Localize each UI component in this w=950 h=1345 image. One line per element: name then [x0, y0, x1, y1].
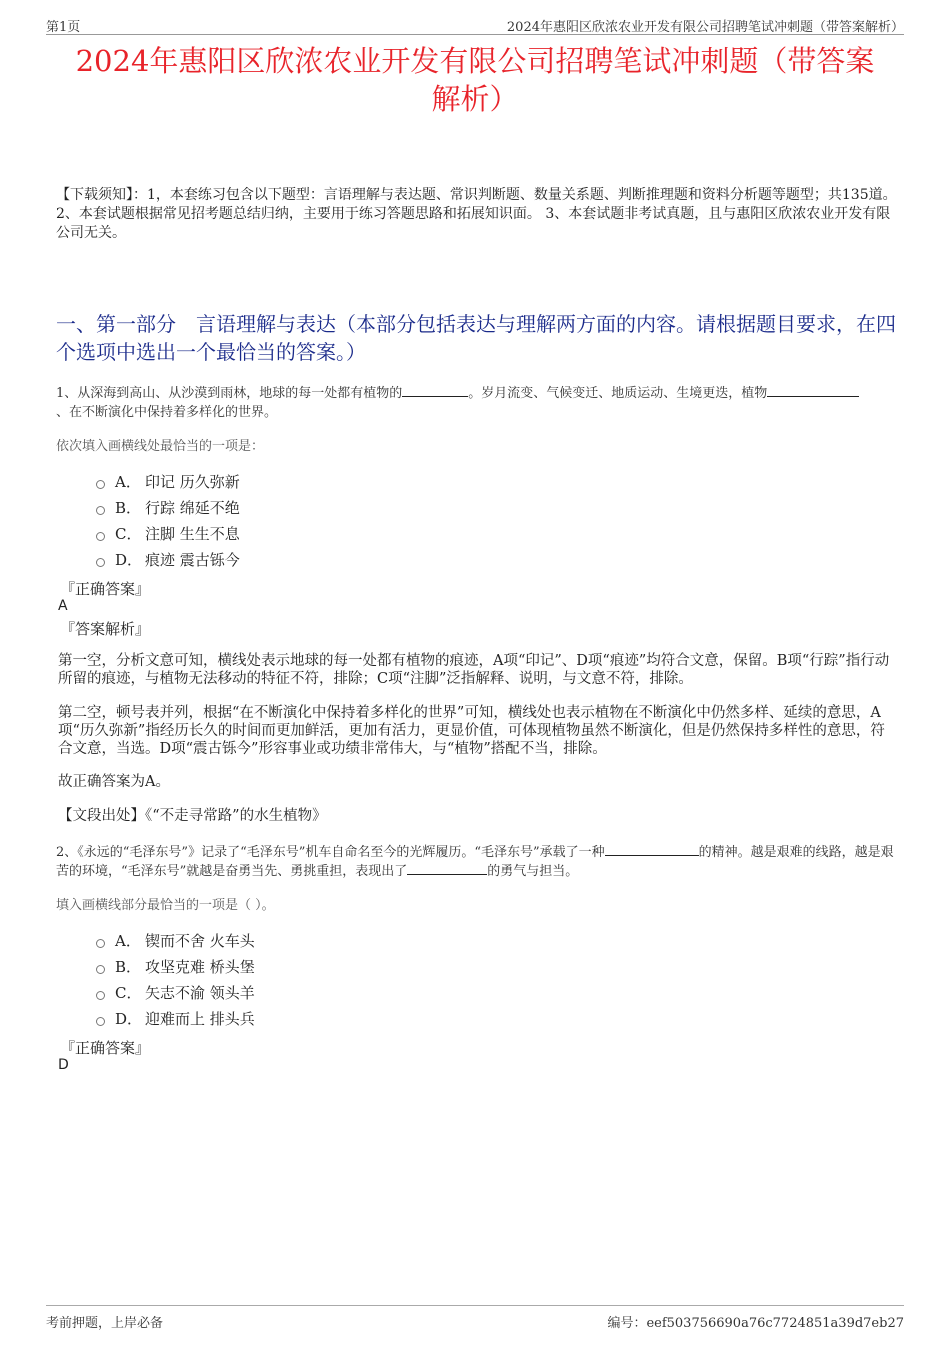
q1-blank-2	[767, 384, 859, 397]
q2-prompt: 填入画横线部分最恰当的一项是（ ）。	[56, 898, 275, 913]
q1-prompt: 依次填入画横线处最恰当的一项是：	[56, 439, 265, 454]
radio-icon[interactable]	[96, 965, 105, 974]
q1-blank-1	[402, 384, 468, 397]
q2-answer-label: 『正确答案』	[60, 1039, 151, 1057]
footer-slogan: 考前押题，上岸必备	[46, 1316, 164, 1331]
q1-analysis-p1: 第一空，分析文意可知，横线处表示地球的每一处都有植物的痕迹，A项“印记”、D项“痕迹”均符合文意，保留。B项“行踪”指行动所留的痕迹，与植物无法移动的特征不符，排除；C项“注脚”泛指解释、说明，与文意不符，排除。	[58, 653, 890, 687]
q1-analysis-p3: 故正确答案为A。	[58, 774, 170, 790]
q1-option-c[interactable]: C． 注脚 生生不息	[96, 520, 396, 546]
radio-icon[interactable]	[96, 480, 105, 489]
q1-analysis-p2: 第二空，顿号表并列，根据“在不断演化中保持着多样化的世界”可知，横线处也表示植物在不断演化中仍然多样、延续的意思，A项“历久弥新”指经历长久的时间而更加鲜活，更加有活力，更显价值，可体现植物虽然不断演化，但是仍然保持多样性的意思，符合文意，当选。D项“震古铄今”形容事业或功绩非常伟大，与“植物”搭配不当，排除。	[58, 705, 885, 757]
q2-stem-part-a: 2、《永远的“毛泽东号”》记录了“毛泽东号”机车自命名至今的光辉履历。“毛泽东号”承载了一种	[56, 845, 605, 860]
q2-answer: D	[58, 1057, 69, 1073]
q1-answer-label: 『正确答案』	[60, 580, 151, 598]
radio-icon[interactable]	[96, 532, 105, 541]
question-1-stem	[56, 384, 898, 422]
header-doc-title: 2024年惠阳区欣浓农业开发有限公司招聘笔试冲刺题（带答案解析）	[506, 20, 904, 35]
page-header	[46, 14, 904, 35]
q2-option-c[interactable]: C． 矢志不渝 领头羊	[96, 979, 396, 1005]
q1-options	[96, 468, 396, 572]
radio-icon[interactable]	[96, 558, 105, 567]
q1-analysis-label: 『答案解析』	[60, 620, 151, 638]
radio-icon[interactable]	[96, 1017, 105, 1026]
q1-option-a[interactable]: A． 印记 历久弥新	[96, 468, 396, 494]
title-line-2: 解析）	[431, 82, 519, 116]
q2-option-a[interactable]: A． 锲而不舍 火车头	[96, 927, 396, 953]
download-notice: 【下载须知】：1，本套练习包含以下题型：言语理解与表达题、常识判断题、数量关系题、判断推理题和资料分析题等题型；共135道。 2、本套试题根据常见招考题总结归纳，主要用于练习答题思路和拓展知识面。 3、本套试题非考试真题，且与惠阳区欣浓农业开发有限公司无关。	[56, 187, 897, 241]
radio-icon[interactable]	[96, 939, 105, 948]
title-line-1: 2024年惠阳区欣浓农业开发有限公司招聘笔试冲刺题（带答案	[75, 44, 875, 78]
q2-option-d[interactable]: D． 迎难而上 排头兵	[96, 1005, 396, 1031]
q1-option-b[interactable]: B． 行踪 绵延不绝	[96, 494, 396, 520]
q1-source: 【文段出处】《“不走寻常路”的水生植物》	[58, 808, 327, 824]
footer-serial: 编号：eef503756690a76c7724851a39d7eb27	[607, 1316, 904, 1331]
document-title	[50, 42, 900, 118]
q1-answer: A	[58, 598, 68, 614]
q1-option-d[interactable]: D． 痕迹 震古铄今	[96, 546, 396, 572]
section-title: 一、第一部分 言语理解与表达（本部分包括表达与理解两方面的内容。请根据题目要求，在四个选项中选出一个最恰当的答案。）	[56, 312, 896, 364]
q2-stem-part-b: 的精神。越是艰难的线路，越是艰苦的环境，“毛泽东号”就越是奋勇当先、勇挑重担，表现出了	[56, 845, 894, 879]
page-footer	[46, 1305, 904, 1330]
q1-stem-part-c: 、在不断演化中保持着多样化的世界。	[56, 405, 278, 420]
q2-blank-1	[605, 843, 699, 856]
q1-stem-part-a: 1、从深海到高山、从沙漠到雨林，地球的每一处都有植物的	[56, 386, 403, 401]
radio-icon[interactable]	[96, 991, 105, 1000]
q2-options	[96, 927, 396, 1031]
question-2-stem	[56, 843, 898, 881]
radio-icon[interactable]	[96, 506, 105, 515]
q2-option-b[interactable]: B． 攻坚克难 桥头堡	[96, 953, 396, 979]
q1-stem-part-b: 。岁月流变、气候变迁、地质运动、生境更迭，植物	[468, 386, 768, 401]
q2-stem-part-c: 的勇气与担当。	[487, 864, 579, 879]
page-number: 第1页	[46, 20, 81, 35]
q2-blank-2	[407, 862, 487, 875]
